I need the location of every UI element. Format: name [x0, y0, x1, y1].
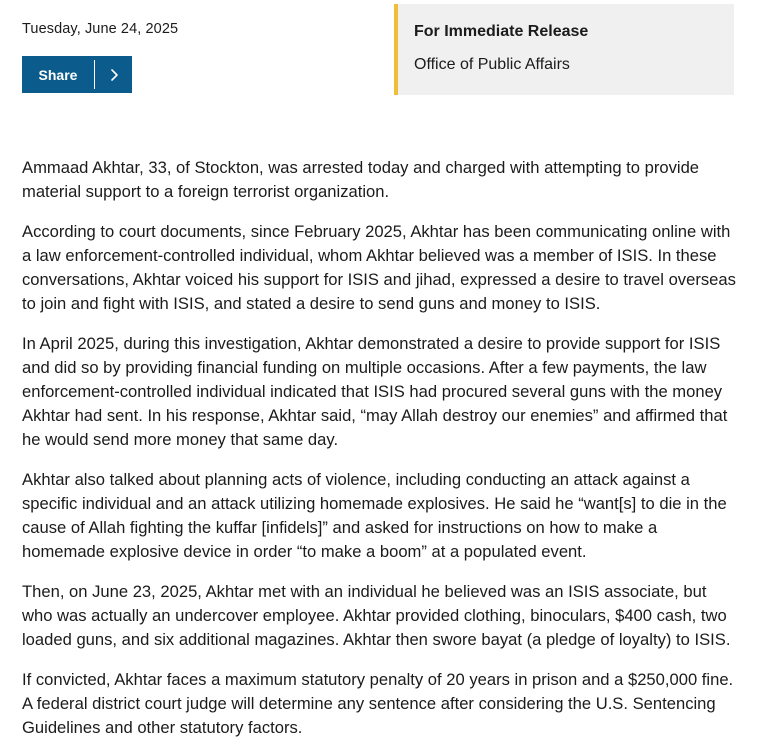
share-button[interactable]	[22, 56, 132, 93]
article-body	[22, 156, 738, 756]
chevron-right-icon	[95, 56, 132, 93]
release-title: For Immediate Release	[414, 23, 589, 40]
release-date: Tuesday, June 24, 2025	[22, 21, 179, 37]
article-paragraph: According to court documents, since February 2025, Akhtar has been communicating online with a law enforcement-controlled individual, whom Akhtar believed was a member of ISIS. In these conversations, Akhtar voiced his support for ISIS and jihad, expressed a desire to travel overseas to join and fight with ISIS, and stated a desire to send guns and money to ISIS.	[22, 222, 736, 313]
release-info-box	[394, 4, 734, 95]
release-office: Office of Public Affairs	[414, 56, 570, 73]
article-paragraph: Akhtar also talked about planning acts of violence, including conducting an attack against a specific individual and an attack utilizing homemade explosives. He said he “want[s] to die in the cause of Allah fighting the kuffar [infidels]” and asked for instructions on how to make a homemade explosive device in order “to make a boom” at a populated event.	[22, 470, 727, 561]
article-paragraph: Then, on June 23, 2025, Akhtar met with an individual he believed was an ISIS associate, but who was actually an undercover employee. Akhtar provided clothing, binoculars, $400 cash, two loaded guns, and six additional magazines. Akhtar then swore bayat (a pledge of loyalty) to ISIS.	[22, 582, 731, 649]
article-paragraph: If convicted, Akhtar faces a maximum statutory penalty of 20 years in prison and a $250,000 fine. A federal district court judge will determine any sentence after considering the U.S. Sentencing Guidelines and other statutory factors.	[22, 670, 734, 737]
share-button-label: Share	[38, 66, 78, 83]
article-paragraph: Ammaad Akhtar, 33, of Stockton, was arrested today and charged with attempting to provide material support to a foreign terrorist organization.	[22, 158, 700, 201]
article-paragraph: In April 2025, during this investigation, Akhtar demonstrated a desire to provide support for ISIS and did so by providing financial funding on multiple occasions. After a few payments, the law enforcement-controlled individual indicated that ISIS had procured several guns with the money Akhtar had sent. In his response, Akhtar said, “may Allah destroy our enemies” and affirmed that he would send more money that same day.	[22, 334, 728, 449]
